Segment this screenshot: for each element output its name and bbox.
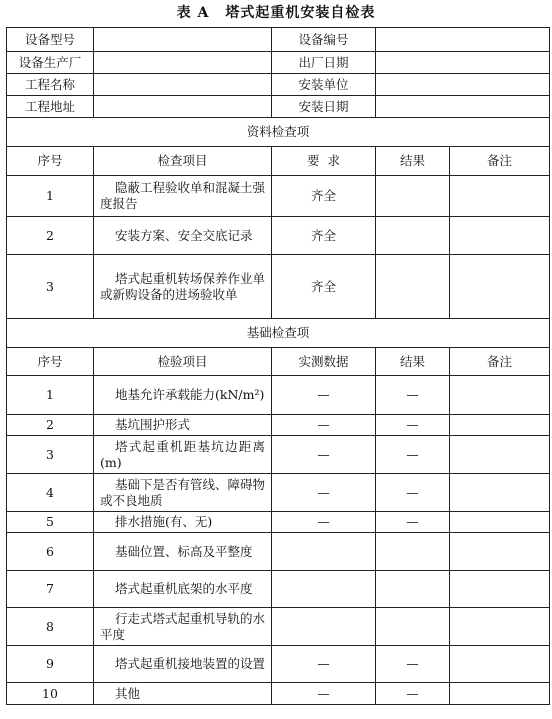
col-header: 序号 — [7, 147, 94, 176]
measured-data[interactable] — [272, 571, 376, 608]
info-label: 设备生产厂 — [7, 52, 94, 74]
col-header: 要 求 — [272, 147, 376, 176]
measured-data[interactable] — [272, 533, 376, 571]
measured-data[interactable]: — — [272, 512, 376, 533]
table-title-text: 塔式起重机安装自检表 — [225, 5, 376, 21]
info-value[interactable] — [376, 96, 550, 118]
result-cell[interactable] — [376, 217, 450, 255]
col-header: 备注 — [450, 348, 550, 376]
requirement: 齐全 — [272, 217, 376, 255]
col-header: 检查项目 — [94, 147, 272, 176]
table-title — [0, 2, 552, 22]
remark-cell[interactable] — [450, 571, 550, 608]
check-item: 基坑围护形式 — [94, 415, 272, 436]
result-cell[interactable] — [376, 176, 450, 217]
result-cell[interactable]: — — [376, 415, 450, 436]
info-value[interactable] — [94, 96, 272, 118]
info-label: 工程地址 — [7, 96, 94, 118]
info-label: 设备型号 — [7, 28, 94, 52]
check-item: 行走式塔式起重机导轨的水平度 — [94, 608, 272, 646]
table-row — [7, 436, 550, 474]
row-number: 10 — [7, 683, 94, 705]
info-value[interactable] — [376, 52, 550, 74]
column-header-row — [7, 348, 550, 376]
result-cell[interactable]: — — [376, 646, 450, 683]
info-label: 安装单位 — [272, 74, 376, 96]
result-cell[interactable] — [376, 608, 450, 646]
info-row — [7, 96, 550, 118]
col-header: 检验项目 — [94, 348, 272, 376]
result-cell[interactable]: — — [376, 436, 450, 474]
requirement: 齐全 — [272, 255, 376, 319]
result-cell[interactable] — [376, 255, 450, 319]
table-row — [7, 533, 550, 571]
row-number: 7 — [7, 571, 94, 608]
remark-cell[interactable] — [450, 217, 550, 255]
info-value[interactable] — [376, 28, 550, 52]
info-value[interactable] — [376, 74, 550, 96]
measured-data[interactable]: — — [272, 376, 376, 415]
row-number: 1 — [7, 376, 94, 415]
measured-data[interactable]: — — [272, 683, 376, 705]
row-number: 9 — [7, 646, 94, 683]
remark-cell[interactable] — [450, 646, 550, 683]
table-row — [7, 255, 550, 319]
col-header: 备注 — [450, 147, 550, 176]
remark-cell[interactable] — [450, 415, 550, 436]
col-header: 结果 — [376, 348, 450, 376]
row-number: 5 — [7, 512, 94, 533]
info-value[interactable] — [94, 28, 272, 52]
check-item: 基础下是否有管线、障碍物或不良地质 — [94, 474, 272, 512]
row-number: 8 — [7, 608, 94, 646]
result-cell[interactable] — [376, 571, 450, 608]
info-label: 安装日期 — [272, 96, 376, 118]
measured-data[interactable]: — — [272, 436, 376, 474]
table-row — [7, 646, 550, 683]
remark-cell[interactable] — [450, 512, 550, 533]
remark-cell[interactable] — [450, 255, 550, 319]
row-number: 3 — [7, 436, 94, 474]
info-label: 工程名称 — [7, 74, 94, 96]
remark-cell[interactable] — [450, 683, 550, 705]
table-row — [7, 376, 550, 415]
row-number: 2 — [7, 415, 94, 436]
check-item: 地基允许承载能力(kN/m²) — [94, 376, 272, 415]
table-row — [7, 217, 550, 255]
col-header: 实测数据 — [272, 348, 376, 376]
result-cell[interactable] — [376, 533, 450, 571]
row-number: 4 — [7, 474, 94, 512]
row-number: 3 — [7, 255, 94, 319]
measured-data[interactable] — [272, 608, 376, 646]
check-item: 塔式起重机底架的水平度 — [94, 571, 272, 608]
check-item: 基础位置、标高及平整度 — [94, 533, 272, 571]
check-item: 安装方案、安全交底记录 — [94, 217, 272, 255]
info-row — [7, 28, 550, 52]
measured-data[interactable]: — — [272, 415, 376, 436]
measured-data[interactable]: — — [272, 474, 376, 512]
table-row — [7, 415, 550, 436]
info-label: 出厂日期 — [272, 52, 376, 74]
check-item: 隐蔽工程验收单和混凝土强度报告 — [94, 176, 272, 217]
table-row — [7, 683, 550, 705]
table-row — [7, 571, 550, 608]
section-header-row — [7, 118, 550, 147]
remark-cell[interactable] — [450, 474, 550, 512]
row-number: 6 — [7, 533, 94, 571]
row-number: 1 — [7, 176, 94, 217]
measured-data[interactable]: — — [272, 646, 376, 683]
table-row — [7, 512, 550, 533]
inspection-table — [6, 27, 550, 705]
remark-cell[interactable] — [450, 436, 550, 474]
info-label: 设备编号 — [272, 28, 376, 52]
result-cell[interactable]: — — [376, 376, 450, 415]
check-item: 塔式起重机距基坑边距离(m) — [94, 436, 272, 474]
table-row — [7, 176, 550, 217]
result-cell[interactable]: — — [376, 474, 450, 512]
column-header-row — [7, 147, 550, 176]
check-item: 塔式起重机转场保养作业单或新购设备的进场验收单 — [94, 255, 272, 319]
check-item: 其他 — [94, 683, 272, 705]
section-header-row — [7, 319, 550, 348]
result-cell[interactable]: — — [376, 683, 450, 705]
table-row — [7, 474, 550, 512]
section-title: 基础检查项 — [7, 319, 550, 348]
check-item: 塔式起重机接地装置的设置 — [94, 646, 272, 683]
check-item: 排水措施(有、无) — [94, 512, 272, 533]
col-header: 序号 — [7, 348, 94, 376]
info-row — [7, 52, 550, 74]
info-value[interactable] — [94, 74, 272, 96]
row-number: 2 — [7, 217, 94, 255]
remark-cell[interactable] — [450, 533, 550, 571]
info-value[interactable] — [94, 52, 272, 74]
info-row — [7, 74, 550, 96]
remark-cell[interactable] — [450, 608, 550, 646]
table-row — [7, 608, 550, 646]
section-title: 资料检查项 — [7, 118, 550, 147]
table-number: 表 A — [176, 5, 210, 21]
result-cell[interactable]: — — [376, 512, 450, 533]
requirement: 齐全 — [272, 176, 376, 217]
col-header: 结果 — [376, 147, 450, 176]
remark-cell[interactable] — [450, 176, 550, 217]
remark-cell[interactable] — [450, 376, 550, 415]
